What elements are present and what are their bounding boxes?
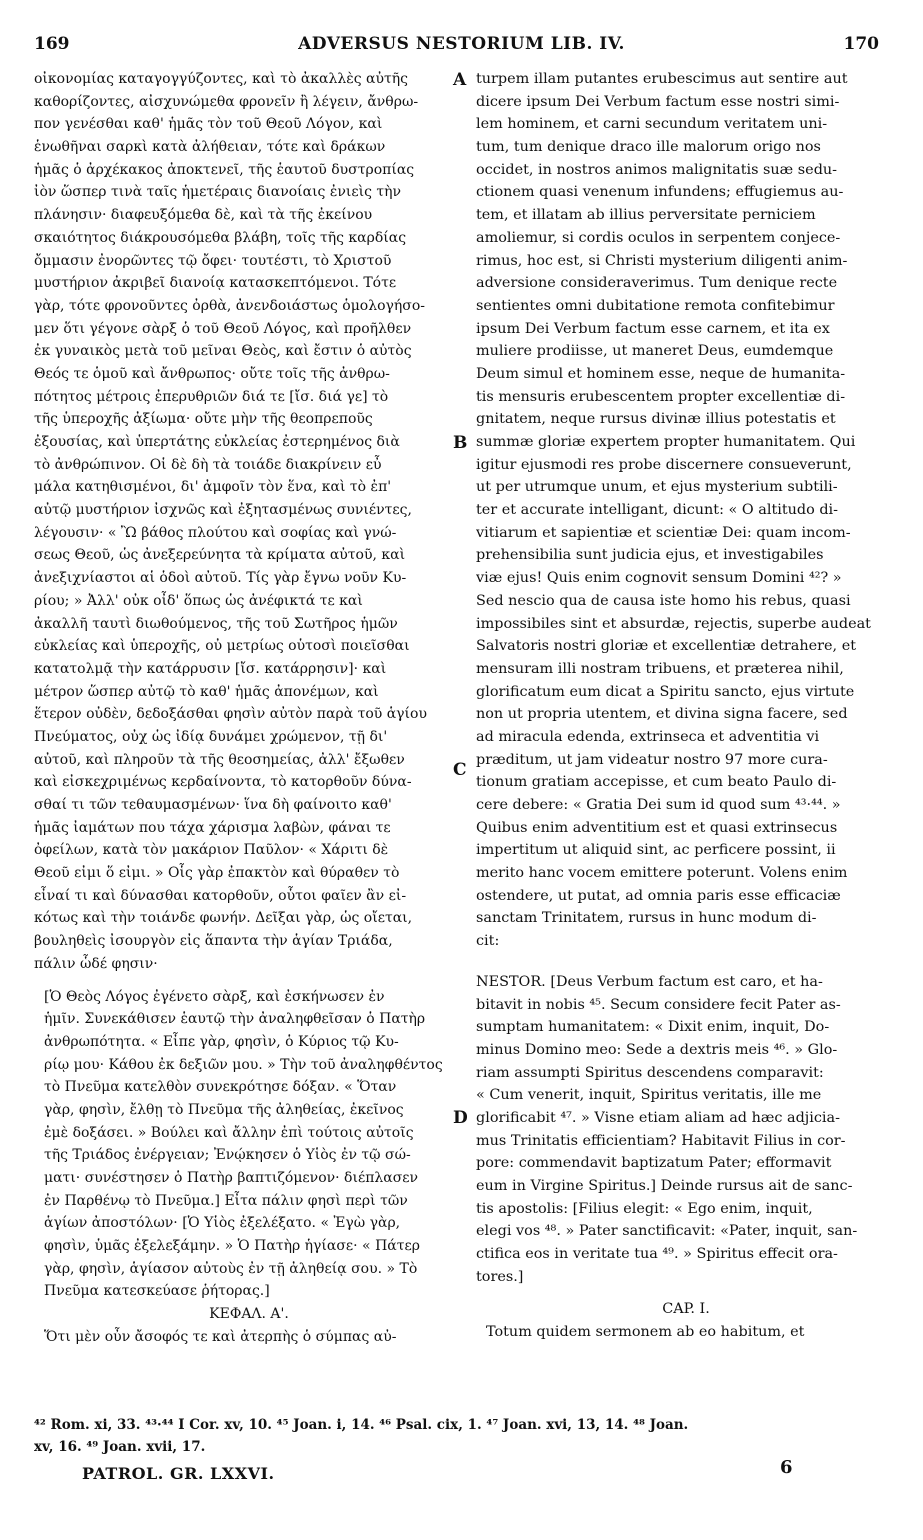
right-page-number: 170 (843, 34, 879, 54)
footnote-line: xv, 16. ⁴⁹ Joan. xvii, 17. (34, 1439, 206, 1455)
latin-text-line: ctionem quasi venenum infundens; effugiemus au- (476, 184, 844, 201)
greek-text-line: καθορίζοντες, αἰσχυνώμεθα φρονεῖν ἢ λέγειν, ἄνθρω- (34, 93, 419, 110)
greek-quote-line: ἁγίων ἀποστόλων· [Ὁ Υἱὸς ἐξελέξατο. « Ἐγὼ γὰρ, (44, 1215, 401, 1232)
latin-text-line: ostendere, ut putat, ad omnia paris esse efficaciæ (476, 887, 841, 904)
latin-quote-line: tores.] (476, 1268, 524, 1285)
greek-text-line: Ὅτι μὲν οὖν ἄσοφός τε καὶ ἀτερπὴς ὁ σύμπας αὐ- (44, 1328, 397, 1345)
greek-quote-line: ματι· συνέστησεν ὁ Πατὴρ βαπτιζόμενον· διέπλασεν (44, 1170, 419, 1186)
latin-text-line: muliere prodiisse, ut maneret Deus, eumdemque (476, 343, 834, 360)
greek-quote-line: φησὶν, ὑμᾶς ἐξελεξάμην. » Ὁ Πατὴρ ἡγίασε· « Πάτερ (44, 1238, 420, 1255)
gathering-signature: 6 (780, 1457, 793, 1478)
latin-text-line: sanctam Trinitatem, rursus in hunc modum di- (476, 910, 817, 927)
greek-text-line: κότως καὶ τὴν τοιάνδε φωνήν. Δεῖξαι γὰρ, ὡς οἴεται, (34, 910, 413, 927)
latin-quote-line: bitavit in nobis ⁴⁵. Secum considere fecit Pater as- (476, 996, 841, 1013)
latin-quote-line: NESTOR. [Deus Verbum factum est caro, et ha- (476, 973, 823, 990)
chapter-heading-greek: ΚΕΦΑΛ. Α'. (209, 1306, 289, 1323)
greek-text-line: ὀφείλων, κατὰ τὸν μακάριον Παῦλον· « Χάριτι δὲ (34, 842, 389, 859)
latin-text-line: adversione consideraverimus. Tum denique recte (476, 275, 838, 292)
latin-quote-line: eum in Virgine Spiritus.] Deinde rursus ait de sanc- (476, 1178, 853, 1194)
greek-quote-line: ἀνθρωπότητα. « Εἶπε γὰρ, φησὶν, ὁ Κύριος τῷ Κυ- (44, 1033, 399, 1050)
greek-quote-line: γὰρ, φησὶν, ἔλθῃ τὸ Πνεῦμα τῆς ἀληθείας, ἐκεῖνος (44, 1101, 404, 1118)
greek-text-line: ἐκ γυναικὸς μετὰ τοῦ μεῖναι Θεὸς, καὶ ἔστιν ὁ αὐτὸς (34, 343, 412, 360)
latin-text-line: summæ gloriæ expertem propter humanitatem. Qui (476, 434, 856, 450)
greek-text-line: ἀνεξιχνίαστοι αἱ ὁδοὶ αὐτοῦ. Τίς γὰρ ἔγνω νοῦν Κυ- (34, 570, 407, 587)
latin-text-line: dicere ipsum Dei Verbum factum esse nostri simi- (476, 93, 840, 110)
greek-quote-line: τῆς Τριάδος ἐνέργειαν; Ἐνῴκησεν ὁ Υἱὸς ἐν τῷ σώ- (44, 1147, 411, 1164)
latin-text-line: sentientes omni dubitatione remota confitebimur (476, 297, 835, 314)
latin-text-line: ad miracula edenda, extrinseca et adventitia vi (476, 728, 820, 745)
latin-text-line: amoliemur, si cordis oculos in serpentem conjece- (476, 229, 841, 246)
latin-text-line: præditum, ut jam videatur nostro 97 more cura- (476, 751, 828, 768)
latin-text-line: Quibus enim adventitium est et quasi extrinsecus (476, 819, 838, 836)
latin-text-line: tis mensuris erubescentem propter excellentiæ di- (476, 388, 846, 405)
greek-quote-line: [Ὁ Θεὸς Λόγος ἐγένετο σὰρξ, καὶ ἐσκήνωσεν ἐν (44, 988, 385, 1005)
greek-text-line: πότητος μέτροις ἐπερυθριῶν διά τε [ἴσ. διά γε] τὸ (34, 388, 389, 405)
greek-quote-line: ἡμῖν. Συνεκάθισεν ἑαυτῷ τὴν ἀναληφθεῖσαν ὁ Πατὴρ (44, 1011, 426, 1028)
greek-text-line: τὸ ἀνθρώπινον. Οἱ δὲ δὴ τὰ τοιάδε διακρίνειν εὖ (34, 456, 382, 473)
greek-text-line: ἡμᾶς ὁ ἀρχέκακος ἀποκτενεῖ, τῆς ἑαυτοῦ δυστροπίας (34, 161, 415, 178)
patrol-signature: PATROL. GR. LXXVI. (82, 1464, 275, 1483)
greek-quote-line: ἐν Παρθένῳ τὸ Πνεῦμα.] Εἶτα πάλιν φησὶ περὶ τῶν (44, 1192, 408, 1209)
greek-text-line: εἶναί τι καὶ δύνασθαι κατορθοῦν, οὗτοι φαῖεν ἂν εἰ- (34, 887, 407, 904)
greek-quote-line: ρίῳ μου· Κάθου ἐκ δεξιῶν μου. » Τὴν τοῦ ἀναληφθέντος (44, 1056, 443, 1073)
greek-text-line: Θεοῦ εἰμι ὅ εἰμι. » Οἷς γὰρ ἐπακτὸν καὶ θύραθεν τὸ (34, 865, 400, 882)
latin-text-line: glorificatum eum dicat a Spiritu sancto, ejus virtute (476, 683, 855, 700)
greek-text-line: Θεός τε ὁμοῦ καὶ ἄνθρωπος· οὔτε τοῖς τῆς ἀνθρω- (34, 365, 390, 382)
latin-quote-line: minus Domino meo: Sede a dextris meis ⁴⁶. » Glo- (476, 1041, 838, 1058)
latin-text-line: gnitatem, neque rursus divinæ illius potestatis et (476, 411, 836, 428)
latin-text-line: merito hanc vocem emittere poterunt. Volens enim (476, 865, 848, 882)
left-page-number: 169 (34, 34, 70, 54)
greek-text-line: οἰκονομίας καταγογγύζοντες, καὶ τὸ ἀκαλλὲς αὐτῆς (34, 71, 408, 87)
spacer (34, 976, 464, 986)
latin-text-line: non ut propria utentem, et divina signa facere, sed (476, 706, 848, 723)
latin-text-line: lem hominem, et carni secundum veritatem uni- (476, 116, 828, 133)
latin-text-line: Salvatoris nostri gloriæ et excellentiæ detrahere, et (476, 638, 857, 655)
greek-text-line: ἑνωθῆναι σαρκὶ κατὰ ἀλήθειαν, τότε καὶ δράκων (34, 139, 386, 156)
latin-text-line: turpem illam putantes erubescimus aut sentire aut (476, 71, 848, 87)
latin-text-line: cere debere: « Gratia Dei sum id quod sum ⁴³·⁴⁴. » (476, 797, 841, 813)
greek-text-line: ἐξουσίας, καὶ ὑπερτάτης εὐκλείας ἐστερημένος διὰ (34, 434, 400, 450)
greek-text-line: σθαί τι τῶν τεθαυμασμένων· ἵνα δὴ φαίνοιτο καθ' (34, 797, 392, 813)
greek-text-line: αὐτῷ μυστήριον ἰσχνῶς καὶ ἐξητασμένως συνιέντες, (34, 502, 412, 519)
greek-text-line: βουληθεὶς ἰσουργὸν εἰς ἅπαντα τὴν ἁγίαν Τριάδα, (34, 933, 393, 950)
greek-text-line: πον γενέσθαι καθ' ἡμᾶς τὸν τοῦ Θεοῦ Λόγον, καὶ (34, 116, 383, 133)
greek-text-line: τῆς ὑπεροχῆς ἀξίωμα· οὔτε μὴν τῆς θεοπρεποῦς (34, 411, 373, 428)
latin-text-line: Sed nescio qua de causa iste homo his rebus, quasi (476, 592, 851, 609)
latin-text-line: tum, tum denique draco ille malorum origo nos (476, 139, 821, 156)
latin-quote-line: ctifica eos in veritate tua ⁴⁹. » Spiritus effecit ora- (476, 1246, 838, 1263)
latin-text-line: Totum quidem sermonem ab eo habitum, et (486, 1324, 805, 1341)
greek-text-line: ρίου; » Ἀλλ' οὐκ οἶδ' ὅπως ὡς ἀνέφικτά τε καὶ (34, 592, 363, 609)
greek-text-line: λέγουσιν· « Ὢ βάθος πλούτου καὶ σοφίας καὶ γνώ- (34, 524, 397, 541)
footnote-line: ⁴² Rom. xi, 33. ⁴³·⁴⁴ I Cor. xv, 10. ⁴⁵ Joan. i, 14. ⁴⁶ Psal. cix, 1. ⁴⁷ Joan. xvi, 13, 14. ⁴⁸ Joan. (34, 1417, 689, 1433)
section-marker-c: C (453, 760, 467, 780)
greek-column (34, 68, 467, 1349)
latin-text-line: igitur ejusmodi res probe discernere consueverunt, (476, 456, 852, 473)
latin-text-line: occidet, in nostros animos malignitatis suæ sedu- (476, 161, 838, 178)
latin-text-line: ut per utrumque unum, et ejus mysterium subtili- (476, 479, 838, 496)
running-header (0, 0, 923, 62)
chapter-heading-latin: CAP. I. (662, 1301, 710, 1318)
latin-text-line: ipsum Dei Verbum factum esse carnem, et ita ex (476, 320, 830, 337)
greek-text-line: σκαιότητος διάκρουσόμεθα βλάβη, τοῖς τῆς καρδίας (34, 229, 407, 246)
greek-text-line: ἰὸν ὥσπερ τινὰ ταῖς ἡμετέραις διανοίαις ἐνιεὶς τὴν (34, 184, 402, 201)
greek-text-line: μυστήριον ἀκριβεῖ διανοίᾳ κατασκεπτόμενοι. Τότε (34, 275, 397, 292)
greek-text-line: ἡμᾶς ἰαμάτων που τάχα χάρισμα λαβὼν, φάναι τε (34, 819, 391, 836)
latin-text-line: prehensibilia sunt judicia ejus, et investigabiles (476, 547, 824, 564)
latin-text-line: vitiarum et sapientiæ et scientiæ Dei: quam incom- (476, 524, 851, 541)
greek-text-line: ἀκαλλῆ ταυτὶ διωθούμενος, τῆς τοῦ Σωτῆρος ἡμῶν (34, 615, 398, 632)
greek-text-line: εὐκλείας καὶ ὑπεροχῆς, οὐ μετρίως οὑτοσὶ ποιεῖσθαι (34, 638, 410, 655)
latin-quote-line: tis apostolis: [Filius elegit: « Ego enim, inquit, (476, 1200, 813, 1217)
footnotes (34, 1414, 894, 1458)
greek-text-line: γὰρ, τότε φρονοῦντες ὀρθὰ, ἀνενδοιάστως ὁμολογήσο- (34, 297, 425, 314)
latin-text-line: viæ ejus! Quis enim cognovit sensum Domini ⁴²? » (476, 570, 842, 587)
latin-text-line: tem, et illatam ab illius perversitate perniciem (476, 207, 816, 224)
running-title: ADVERSUS NESTORIUM LIB. IV. (298, 34, 625, 54)
spacer (476, 1288, 896, 1298)
latin-text-line: rimus, hoc est, si Christi mysterium diligenti anim- (476, 252, 848, 269)
greek-text-line: ὄμμασιν ἐνορῶντες τῷ ὄφει· τουτέστι, τὸ Χριστοῦ (34, 252, 392, 269)
latin-text-line: impossibiles sint et absurdæ, rejectis, superbe audeat (476, 615, 871, 632)
greek-text-line: μεν ὅτι γέγονε σὰρξ ὁ τοῦ Θεοῦ Λόγος, καὶ προῆλθεν (34, 320, 412, 337)
greek-quote-line: γὰρ, φησὶν, ἁγίασον αὐτοὺς ἐν τῇ ἀληθείᾳ σου. » Τὸ (44, 1260, 418, 1277)
greek-text-line: καὶ εἰσκεχριμένως κερδαίνοντα, τὸ κατορθοῦν δύνα- (34, 774, 412, 791)
greek-quote-line: Πνεῦμα κατεσκεύασε ῥήτορας.] (44, 1283, 270, 1300)
latin-text-line: Deum simul et hominem esse, neque de humanita- (476, 365, 846, 382)
section-marker-b: B (453, 433, 468, 453)
latin-quote-line: pore: commendavit baptizatum Pater; efformavit (476, 1155, 832, 1172)
greek-text-line: κατατολμᾷ τὴν κατάρρυσιν [ἴσ. κατάρρησιν]· καὶ (34, 660, 387, 677)
latin-quote-line: elegi vos ⁴⁸. » Pater sanctificavit: «Pater, inquit, san- (476, 1223, 858, 1240)
latin-quote-line: « Cum venerit, inquit, Spiritus veritatis, ille me (476, 1087, 822, 1104)
latin-text-line: cit: (476, 933, 500, 950)
latin-quote-line: mus Trinitatis efficientiam? Habitavit Filius in cor- (476, 1132, 846, 1149)
greek-text-line: αὐτοῦ, καὶ πληροῦν τὰ τῆς θεοσημείας, ἀλλ' ἔξωθεν (34, 751, 405, 768)
latin-quote-line: glorificabit ⁴⁷. » Visne etiam aliam ad hæc adjicia- (476, 1109, 840, 1126)
latin-text-line: impertitum ut aliquid sint, ac perficere possint, ii (476, 842, 836, 859)
latin-column (476, 68, 896, 1344)
greek-text-line: ἕτερον οὐδὲν, δεδοξάσθαι φησὶν αὐτὸν παρὰ τοῦ ἁγίου (34, 706, 427, 723)
greek-text-line: σεως Θεοῦ, ὡς ἀνεξερεύνητα τὰ κρίματα αὐτοῦ, καὶ (34, 547, 406, 564)
latin-quote-line: riam assumpti Spiritus descendens comparavit: (476, 1064, 824, 1081)
spacer (476, 953, 896, 971)
greek-quote-line: τὸ Πνεῦμα κατελθὸν συνεκρότησε δόξαν. « Ὅταν (44, 1079, 397, 1096)
greek-text-line: πάλιν ὧδέ φησιν· (34, 955, 158, 972)
greek-text-line: μέτρον ὥσπερ αὐτῷ τὸ καθ' ἡμᾶς ἀπονέμων, καὶ (34, 683, 379, 700)
latin-text-line: tionum gratiam accepisse, et cum beato Paulo di- (476, 774, 837, 791)
greek-text-line: πλάνησιν· διαφευξόμεθα δὲ, καὶ τὰ τῆς ἐκείνου (34, 207, 373, 224)
greek-text-line: Πνεύματος, οὐχ ὡς ἰδίᾳ δυνάμει χρώμενον, τῇ δι' (34, 728, 388, 745)
greek-text-line: μάλα κατηθισμένοι, δι' ἀμφοῖν τὸν ἕνα, καὶ τὸ ἐπ' (34, 479, 392, 496)
section-marker-a: A (453, 70, 467, 90)
latin-text-line: mensuram illi nostram tribuens, et præterea nihil, (476, 660, 844, 677)
section-marker-d: D (453, 1108, 468, 1128)
latin-quote-line: sumptam humanitatem: « Dixit enim, inquit, Do- (476, 1019, 830, 1036)
greek-quote-line: ἐμὲ δοξάσει. » Βούλει καὶ ἄλλην ἐπὶ τούτοις αὐτοῖς (44, 1124, 414, 1141)
latin-text-line: ter et accurate intelligant, dicunt: « O altitudo di- (476, 502, 839, 519)
